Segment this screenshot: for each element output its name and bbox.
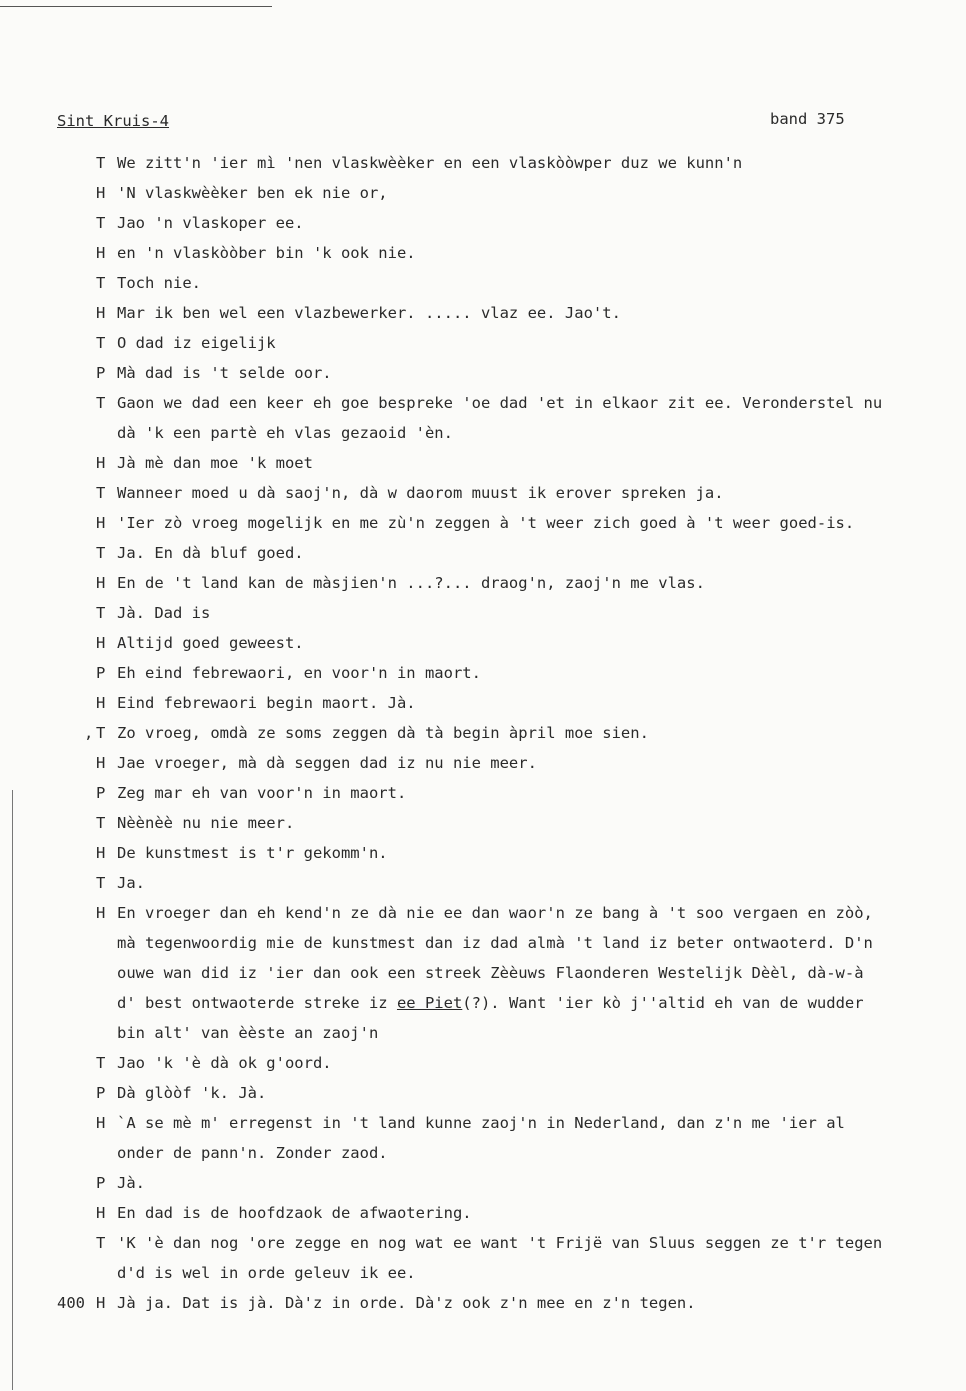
line-text-main: Ja.: [117, 874, 145, 892]
speaker-code: P: [96, 784, 106, 802]
line-text: [117, 388, 882, 418]
speaker-code: T: [96, 544, 106, 562]
transcript-line: [0, 178, 966, 208]
transcript-line: [0, 1108, 966, 1138]
speaker-code: T: [96, 334, 106, 352]
line-text: [117, 478, 724, 508]
line-text: [117, 208, 304, 238]
transcript-line: [0, 508, 966, 538]
line-text: [117, 328, 276, 358]
line-text-main: Eind febrewaori begin maort. Jà.: [117, 694, 416, 712]
speaker-code: T: [96, 814, 106, 832]
speaker-code: T: [96, 1234, 106, 1252]
line-text: [117, 988, 864, 1018]
transcript-line: [0, 328, 966, 358]
line-text-main: Altijd goed geweest.: [117, 634, 304, 652]
line-text: [117, 658, 481, 688]
speaker-code: H: [96, 454, 106, 472]
transcript-line: [0, 658, 966, 688]
transcript-line: [0, 1288, 966, 1318]
speaker-code: H: [96, 184, 106, 202]
tape-number: band 375: [770, 110, 845, 128]
transcript-line: [0, 868, 966, 898]
transcript-line: [0, 208, 966, 238]
speaker-code: H: [96, 694, 106, 712]
line-text-main: onder de pann'n. Zonder zaod.: [117, 1144, 388, 1162]
line-text-main: Zo vroeg, omdà ze soms zeggen dà tà begin àpril moe sien.: [117, 724, 649, 742]
line-text-main: Toch nie.: [117, 274, 201, 292]
line-text-main: Jao 'k 'è dà ok g'oord.: [117, 1054, 332, 1072]
speaker-code: T: [96, 214, 106, 232]
transcript-line: [0, 988, 966, 1018]
line-text: [117, 148, 742, 178]
line-text-main: Eh eind febrewaori, en voor'n in maort.: [117, 664, 481, 682]
transcript-line: [0, 808, 966, 838]
line-text-main: We zitt'n 'ier mì 'nen vlaskwèèker en een vlaskòòwper duz we kunn'n: [117, 154, 743, 172]
line-text: [117, 628, 304, 658]
transcript-line: [0, 928, 966, 958]
speaker-code: H: [96, 514, 106, 532]
underlined-text: ee Piet: [396, 994, 463, 1012]
speaker-code: H: [96, 1114, 106, 1132]
speaker-code: T: [96, 874, 106, 892]
transcript-line: [0, 538, 966, 568]
transcript-line: [0, 1228, 966, 1258]
line-text: [117, 538, 304, 568]
speaker-code: T: [96, 604, 106, 622]
speaker-code: H: [96, 244, 106, 262]
speaker-code: T: [96, 274, 106, 292]
line-text-main: Nèènèè nu nie meer.: [117, 814, 295, 832]
speaker-code: T: [96, 1054, 106, 1072]
line-text: [117, 808, 294, 838]
speaker-code: P: [96, 664, 106, 682]
line-text: [117, 928, 873, 958]
transcript-line: [0, 838, 966, 868]
speaker-code: P: [96, 364, 106, 382]
line-text-main: ouwe wan did iz 'ier dan ook een streek Zèèuws Flaonderen Westelijk Dèèl, dà-w-à: [117, 964, 864, 982]
line-text-continued: (?). Want 'ier kò j''altid eh van de wudder: [462, 994, 864, 1012]
line-text: [117, 1138, 388, 1168]
transcript-line: [0, 358, 966, 388]
transcript-body: [0, 148, 966, 1318]
line-text: [117, 418, 453, 448]
transcript-line: [0, 148, 966, 178]
line-text: [117, 568, 705, 598]
speaker-code: H: [96, 904, 106, 922]
line-text-main: O dad iz eigelijk: [117, 334, 276, 352]
speaker-code: H: [96, 574, 106, 592]
line-text: [117, 1258, 416, 1288]
line-text-main: `A se mè m' erregenst in 't land kunne zaoj'n in Nederland, dan z'n me 'ier al: [117, 1114, 845, 1132]
transcript-line: [0, 418, 966, 448]
line-text-main: Ja. En dà bluf goed.: [117, 544, 304, 562]
transcript-line: [0, 1138, 966, 1168]
transcript-line: [0, 568, 966, 598]
line-text-main: Jà.: [117, 1174, 145, 1192]
transcript-line: [0, 1048, 966, 1078]
line-text: [117, 178, 388, 208]
line-text: [117, 358, 332, 388]
line-text-main: dà 'k een partè eh vlas gezaoid 'èn.: [117, 424, 453, 442]
line-text-main: bin alt' van èèste an zaoj'n: [117, 1024, 379, 1042]
transcript-line: [0, 238, 966, 268]
line-text-main: En vroeger dan eh kend'n ze dà nie ee dan waor'n ze bang à 't soo vergaen en zòò,: [117, 904, 873, 922]
speaker-code: H: [96, 634, 106, 652]
line-text: [117, 508, 854, 538]
transcript-line: [0, 598, 966, 628]
transcript-line: [0, 628, 966, 658]
line-text-main: De kunstmest is t'r gekomm'n.: [117, 844, 388, 862]
line-text: [117, 1288, 696, 1318]
line-text: [117, 1168, 145, 1198]
line-text: [117, 688, 416, 718]
transcript-line: [0, 778, 966, 808]
line-text-main: Jae vroeger, mà dà seggen dad iz nu nie meer.: [117, 754, 537, 772]
line-text: [117, 238, 416, 268]
line-text: [117, 1198, 472, 1228]
line-text: [117, 718, 649, 748]
transcript-line: [0, 718, 966, 748]
line-text-main: Jao 'n vlaskoper ee.: [117, 214, 304, 232]
line-text-main: Dà glòòf 'k. Jà.: [117, 1084, 267, 1102]
line-text-main: Wanneer moed u dà saoj'n, dà w daorom muust ik erover spreken ja.: [117, 484, 724, 502]
speaker-code: H: [96, 844, 106, 862]
transcript-line: [0, 268, 966, 298]
speaker-code: H: [96, 1294, 106, 1312]
line-text-main: Zeg mar eh van voor'n in maort.: [117, 784, 407, 802]
line-text: [117, 1108, 845, 1138]
line-text-main: d' best ontwaoterde streke iz: [117, 994, 397, 1012]
line-text: [117, 838, 388, 868]
line-text-main: 'K 'è dan nog 'ore zegge en nog wat ee want 't Frijë van Sluus seggen ze t'r tegen: [117, 1234, 883, 1252]
margin-line: [12, 790, 13, 1390]
line-text-main: Jà mè dan moe 'k moet: [117, 454, 313, 472]
line-text-main: Mà dad is 't selde oor.: [117, 364, 332, 382]
line-text: [117, 868, 145, 898]
line-text-main: 'Ier zò vroeg mogelijk en me zù'n zeggen à 't weer zich goed à 't weer goed-is.: [117, 514, 855, 532]
speaker-code: T: [96, 394, 106, 412]
line-text: [117, 778, 406, 808]
line-text: [117, 598, 210, 628]
line-text-main: mà tegenwoordig mie de kunstmest dan iz dad almà 't land iz beter ontwaoterd. D'n: [117, 934, 873, 952]
transcript-line: [0, 1018, 966, 1048]
line-text: [117, 958, 864, 988]
line-text: [117, 1048, 332, 1078]
speaker-code: T: [96, 484, 106, 502]
transcript-line: [0, 748, 966, 778]
transcript-line: [0, 1198, 966, 1228]
line-text-main: Gaon we dad een keer eh goe bespreke 'oe dad 'et in elkaor zit ee. Veronderstel nu: [117, 394, 883, 412]
line-text-main: Jà ja. Dat is jà. Dà'z in orde. Dà'z ook z'n mee en z'n tegen.: [117, 1294, 696, 1312]
line-number: 400: [57, 1294, 85, 1312]
transcript-line: [0, 478, 966, 508]
line-text: [117, 268, 201, 298]
transcript-line: [0, 898, 966, 928]
speaker-code: H: [96, 304, 106, 322]
line-text-main: Jà. Dad is: [117, 604, 211, 622]
line-text-main: 'N vlaskwèèker ben ek nie or,: [117, 184, 388, 202]
transcript-line: [0, 448, 966, 478]
line-text-main: Mar ik ben wel een vlazbewerker. ..... vlaz ee. Jao't.: [117, 304, 621, 322]
transcript-line: [0, 958, 966, 988]
transcript-line: [0, 1168, 966, 1198]
speaker-code: T: [96, 154, 106, 172]
line-text: [117, 898, 873, 928]
line-text: [117, 748, 537, 778]
transcript-line: [0, 1078, 966, 1108]
speaker-code: P: [96, 1174, 106, 1192]
line-text-main: En dad is de hoofdzaok de afwaotering.: [117, 1204, 472, 1222]
line-text-main: d'd is wel in orde geleuv ik ee.: [117, 1264, 416, 1282]
transcript-line: [0, 688, 966, 718]
top-rule: [0, 6, 272, 7]
line-text: [117, 298, 621, 328]
line-text-main: en 'n vlaskòòber bin 'k ook nie.: [117, 244, 416, 262]
transcript-line: [0, 298, 966, 328]
line-text-main: En de 't land kan de màsjien'n ...?... draog'n, zaoj'n me vlas.: [117, 574, 705, 592]
speaker-code: H: [96, 1204, 106, 1222]
speaker-code: H: [96, 754, 106, 772]
line-text: [117, 1228, 882, 1258]
line-text: [117, 448, 313, 478]
margin-mark: ,: [84, 724, 94, 742]
speaker-code: P: [96, 1084, 106, 1102]
line-text: [117, 1078, 266, 1108]
speaker-code: T: [96, 724, 106, 742]
transcript-line: [0, 1258, 966, 1288]
line-text: [117, 1018, 378, 1048]
transcript-line: [0, 388, 966, 418]
document-title: Sint Kruis-4: [57, 112, 169, 130]
